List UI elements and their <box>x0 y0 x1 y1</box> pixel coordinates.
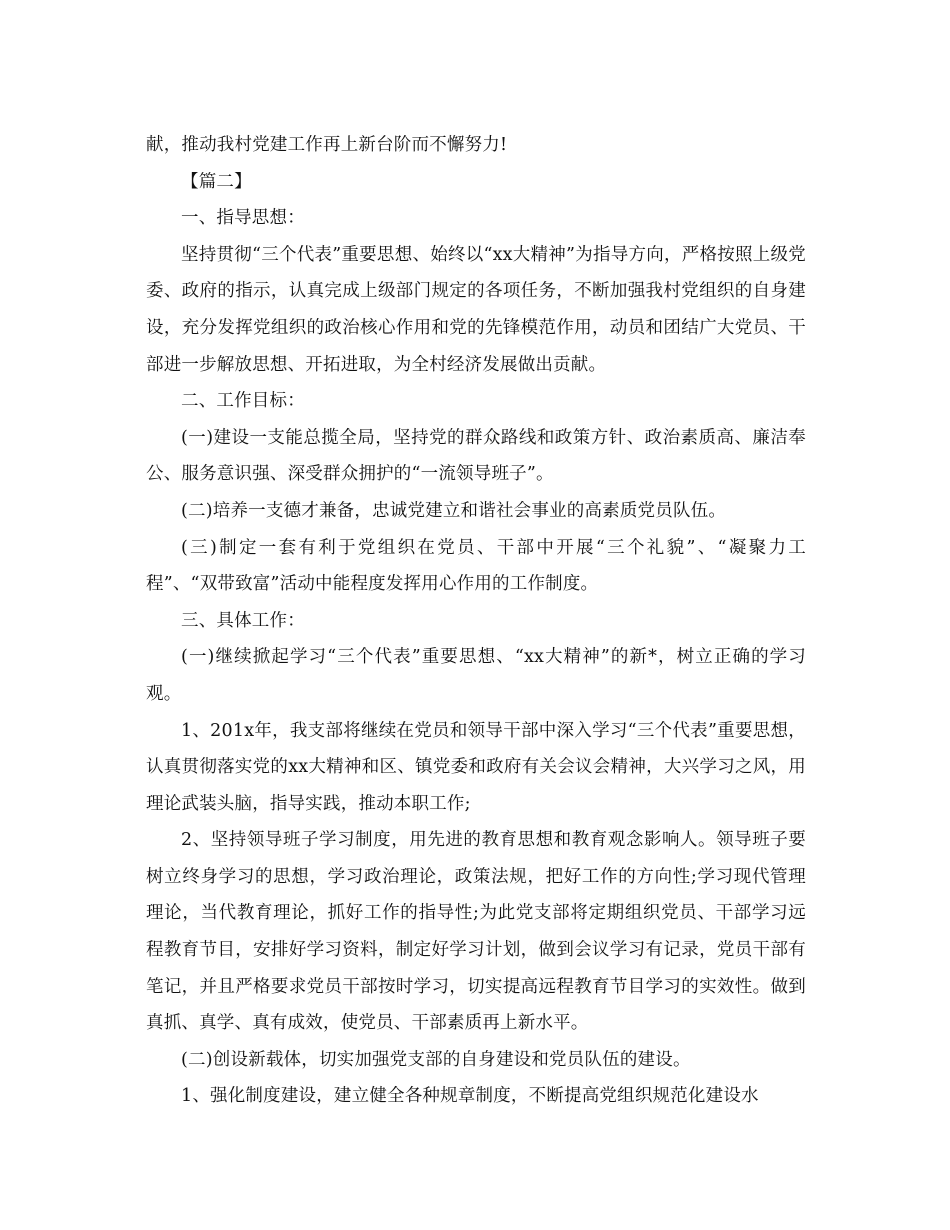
heading-specific-work: 三、具体工作： <box>181 610 305 631</box>
work-item-1: (一)继续掀起学习“三个代表”重要思想、“xx大精神”的新*，树立正确的学习观。 <box>146 647 806 704</box>
document-page <box>146 127 806 1115</box>
heading-work-goals: 二、工作目标： <box>181 391 305 412</box>
heading-guiding-ideology: 一、指导思想： <box>181 208 305 229</box>
work-item-1-1: 1、201x年，我支部将继续在党员和领导干部中深入学习“三个代表”重要思想，认真贯彻落实党的xx大精神和区、镇党委和政府有关会议会精神，大兴学习之风，用理论武装头脑，指导实践，推动本职工作; <box>146 720 806 814</box>
work-item-1-2: 2、坚持领导班子学习制度，用先进的教育思想和教育观念影响人。领导班子要树立终身学习的思想，学习政治理论，政策法规，把好工作的方向性;学习现代管理理论，当代教育理论，抓好工作的指导性;为此党支部将定期组织党员、干部学习远程教育节目，安排好学习资料，制定好学习计划，做到会议学习有记录，党员干部有笔记，并且严格要求党员干部按时学习，切实提高远程教育节目学习的实效性。做到真抓、真学、真有成效，使党员、干部素质再上新水平。 <box>146 830 806 1034</box>
section-heading-part-two: 【篇二】 <box>181 171 252 192</box>
work-item-2: (二)创设新载体，切实加强党支部的自身建设和党员队伍的建设。 <box>181 1049 691 1070</box>
work-item-2-1: 1、强化制度建设，建立健全各种规章制度，不断提高党组织规范化建设水 <box>181 1086 759 1107</box>
paragraph-guiding-ideology: 坚持贯彻“三个代表”重要思想、始终以“xx大精神”为指导方向，严格按照上级党委、政府的指示，认真完成上级部门规定的各项任务，不断加强我村党组织的自身建设，充分发挥党组织的政治核心作用和党的先锋模范作用，动员和团结广大党员、干部进一步解放思想、开拓进取，为全村经济发展做出贡献。 <box>146 244 806 375</box>
goal-item-3: (三)制定一套有利于党组织在党员、干部中开展“三个礼貌”、“凝聚力工程”、“双带致富”活动中能程度发挥用心作用的工作制度。 <box>146 537 806 595</box>
goal-item-2: (二)培养一支德才兼备，忠诚党建立和谐社会事业的高素质党员队伍。 <box>181 500 727 521</box>
goal-item-1: (一)建设一支能总揽全局，坚持党的群众路线和政策方针、政治素质高、廉洁奉公、服务意识强、深受群众拥护的“一流领导班子”。 <box>146 427 806 485</box>
paragraph-continuation: 献，推动我村党建工作再上新台阶而不懈努力! <box>146 135 508 155</box>
